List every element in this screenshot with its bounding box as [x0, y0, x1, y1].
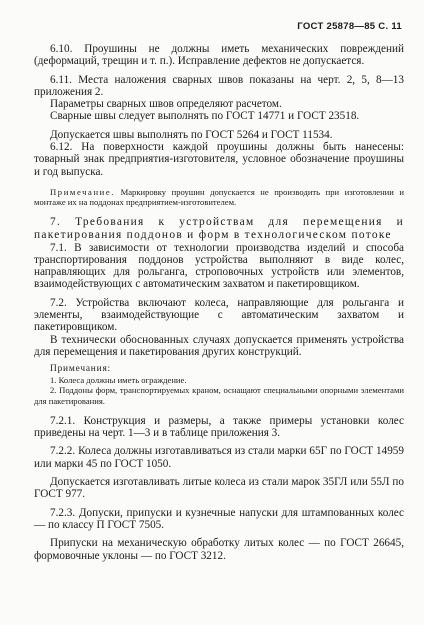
note-marking [34, 187, 404, 207]
paragraph-7-1: 7.1. В зависимости от технологии производства изделий и способа транспортирования поддонов устройства выполняют в виде колес, направляющих для рольганга, строповочных устройств или элементов, взаимодействующих с автоматическим захватом и пакетировщиком. [34, 241, 404, 291]
section-7-heading: 7. Требования к устройствам для перемещения и пакетирования поддонов и форм в технологическом потоке [34, 216, 404, 241]
note-label: Примечание. [50, 186, 116, 197]
paragraph-7-2-3: 7.2.3. Допуски, припуски и кузнечные напуски для штампованных колес — по классу П ГОСТ 7505. [34, 506, 404, 531]
notes-label: Примечания: [50, 364, 111, 375]
page-body [34, 43, 404, 562]
note-item-2: 2. Поддоны форм, транспортируемых краном, оснащают специальными опорными элементами для пакетирования. [34, 385, 404, 406]
paragraph-machining-allowances: Припуски на механическую обработку литых колес — по ГОСТ 26645, формовочные уклоны — по ГОСТ 3212. [34, 537, 404, 562]
page-header: ГОСТ 25878—85 С. 11 [297, 21, 402, 32]
paragraph-7-2: 7.2. Устройства включают колеса, направляющие для рольганга и элементы, взаимодействующие с автоматическим захватом и пакетировщиком. [34, 296, 404, 334]
note-text: Маркировку проушин допускается не производить при изготовлении и монтаже их на поддонах предприятием-изготовителем. [34, 186, 404, 208]
paragraph-7-2-1: 7.2.1. Конструкция и размеры, а также примеры установки колес приведены на черт. 1—3 и в таблице приложения 3. [34, 414, 404, 440]
paragraph-cast-wheels: Допускается изготавливать литые колеса из стали марок 35ГЛ или 55Л по ГОСТ 977. [34, 476, 404, 501]
paragraph-weld-standards: Сварные швы следует выполнять по ГОСТ 14771 и ГОСТ 23518. [50, 110, 360, 123]
paragraph-7-2-extra: В технически обоснованных случаях допускается применять устройства для перемещения и пакетирования других конструкций. [34, 333, 404, 358]
paragraph-weld-allowed: Допускается швы выполнять по ГОСТ 5264 и ГОСТ 11534. [50, 128, 333, 141]
paragraph-6-12: 6.12. На поверхности каждой проушины должны быть нанесены: товарный знак предприятия-изготовителя, условное обозначение проушины и год выпуска. [34, 141, 404, 178]
paragraph-weld-params: Параметры сварных швов определяют расчетом. [50, 98, 282, 111]
paragraph-6-10: 6.10. Проушины не должны иметь механических повреждений (деформаций, трещин и т. п.). Исправление дефектов не допускается. [34, 43, 404, 68]
note-item-1: 1. Колеса должны иметь ограждение. [50, 375, 187, 386]
paragraph-6-11: 6.11. Места наложения сварных швов показаны на черт. 2, 5, 8—13 приложения 2. [34, 73, 404, 98]
paragraph-7-2-2: 7.2.2. Колеса должны изготавливаться из стали марки 65Г по ГОСТ 14959 или марки 45 по ГОСТ 1050. [34, 445, 404, 470]
